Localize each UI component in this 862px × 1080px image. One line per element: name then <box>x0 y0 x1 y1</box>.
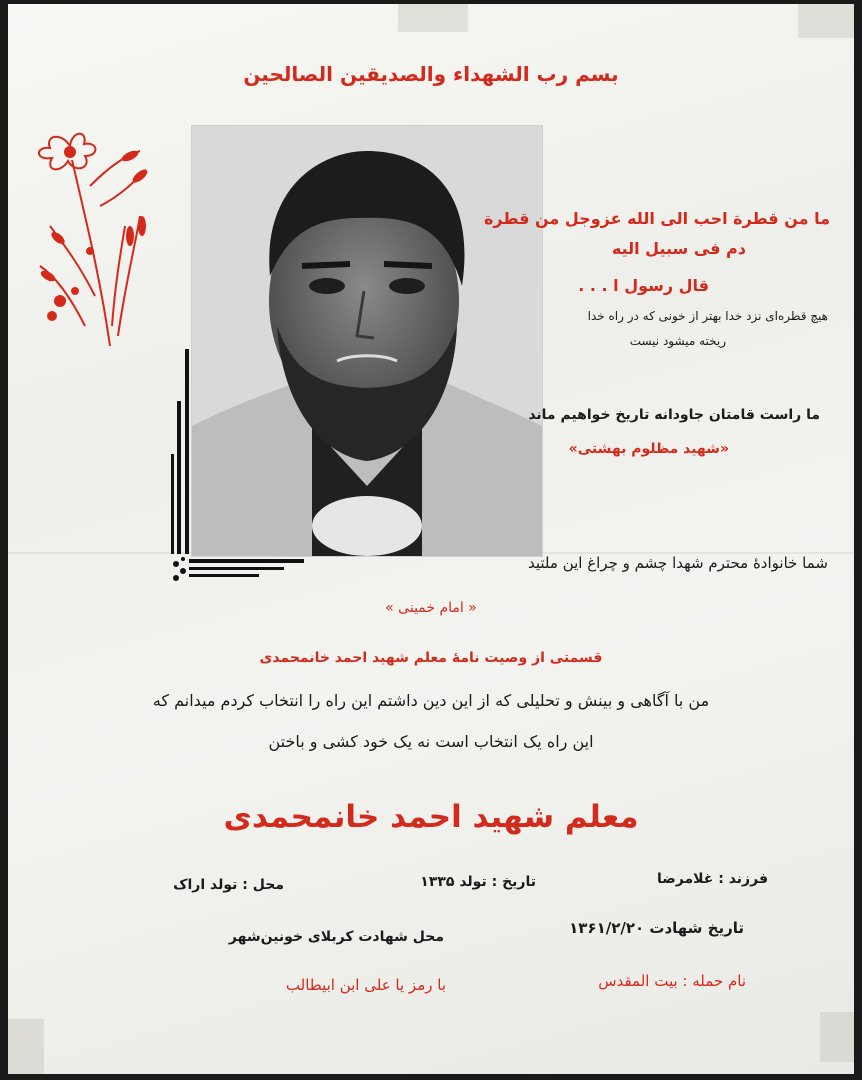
tape-bottom-right <box>820 1012 854 1062</box>
tape-top-right <box>798 4 854 38</box>
bars-icon <box>171 349 321 589</box>
beheshti-quote: ما راست قامتان جاودانه تاریخ خواهیم ماند <box>528 407 820 423</box>
will-heading: قسمتی از وصیت نامهٔ معلم شهید احمد خانمحمدی <box>259 650 603 666</box>
hadith-attribution: قال رسول ا . . . <box>578 276 709 295</box>
beheshti-source: «شهید مظلوم بهشتی» <box>568 441 729 457</box>
basmala-heading: بسم رب الشهداء والصدیقین الصالحین <box>243 62 619 86</box>
operation-name: نام حمله : بیت المقدس <box>598 972 746 990</box>
tape-top <box>398 4 468 32</box>
khomeini-source: « امام خمینی » <box>385 600 477 616</box>
hadith-persian-line-1: هیچ قطره‌ای نزد خدا بهتر از خونی که در راه خدا <box>587 309 828 323</box>
will-line-1: من با آگاهی و بینش و تحلیلی که از این دین داشتم این راه را انتخاب کردم میدانم که <box>152 691 710 710</box>
tape-bottom-left <box>8 1019 44 1074</box>
operation-code: با رمز یا علی ابن ابیطالب <box>285 976 446 994</box>
martyr-name-title: معلم شهید احمد خانمحمدی <box>223 799 639 835</box>
birth-place: محل : تولد اراک <box>173 877 284 893</box>
hadith-arabic-line-2: دم فی سبیل الیه <box>611 239 746 258</box>
will-line-2: این راه یک انتخاب است نه یک خود کشی و باختن <box>268 732 594 751</box>
hadith-persian-line-2: ریخته میشود نیست <box>629 334 726 348</box>
martyrdom-date: تاریخ شهادت ۱۳۶۱/۲/۲۰ <box>569 919 744 937</box>
martyrdom-place: محل شهادت کربلای خونین‌شهر <box>228 929 444 945</box>
hadith-arabic-line-1: ما من قطرة احب الی الله عزوجل من قطرة <box>483 209 830 228</box>
birth-date: تاریخ : تولد ۱۳۳۵ <box>420 874 536 890</box>
father-name: فرزند : غلامرضا <box>657 871 768 887</box>
khomeini-quote: شما خانوادهٔ محترم شهدا چشم و چراغ این ملتید <box>528 554 828 572</box>
poster-sheet <box>8 4 854 1074</box>
flower-icon <box>30 126 160 356</box>
